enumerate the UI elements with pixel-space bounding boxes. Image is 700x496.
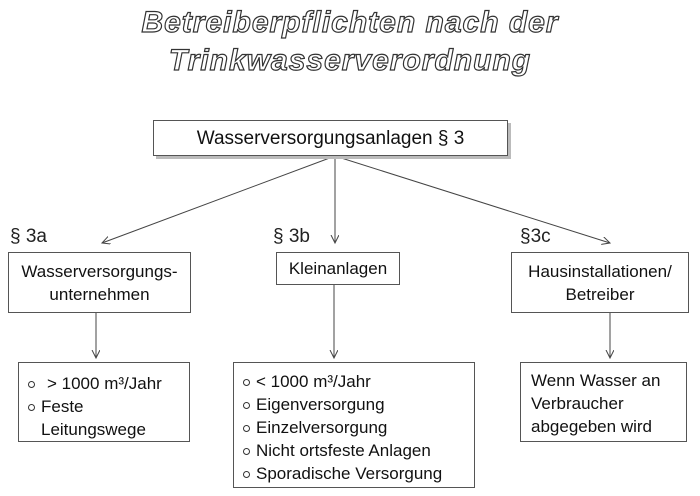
list-item: Feste Leitungswege <box>27 395 161 441</box>
root-label: Wasserversorgungsanlagen § 3 <box>196 127 465 149</box>
list-item: > 1000 m³/Jahr <box>27 372 183 395</box>
arrow-root-to-3c <box>335 156 610 243</box>
list-item: < 1000 m³/Jahr <box>242 370 470 393</box>
section-label-3b: § 3b <box>273 226 310 247</box>
box-3c-line-1: Hausinstallationen/ <box>528 261 672 281</box>
list-item: Einzelversorgung <box>242 416 470 439</box>
list-item: Eigenversorgung <box>242 393 470 416</box>
box-wasserversorgungsunternehmen <box>8 252 191 313</box>
leaf-3c-line-3: abgegeben wird <box>531 417 652 436</box>
leaf-3c-line-1: Wenn Wasser an <box>531 371 661 390</box>
box-3a-line-1: Wasserversorgungs- <box>21 261 178 281</box>
leaf-3c-line-2: Verbraucher <box>531 394 624 413</box>
root-box <box>153 120 508 156</box>
section-label-3c: §3c <box>520 226 551 247</box>
list-box-3a <box>18 362 190 442</box>
box-3c-line-2: Betreiber <box>565 284 635 304</box>
box-kleinanlagen <box>276 252 400 285</box>
leaf-box-3c <box>520 362 687 442</box>
diagram-title-line-1: Betreiberpflichten nach der <box>141 6 559 39</box>
diagram-title-line-2: Trinkwasserverordnung <box>168 44 532 77</box>
list-box-3b <box>233 362 475 488</box>
section-label-3a: § 3a <box>10 226 47 247</box>
box-3b-line-1: Kleinanlagen <box>288 259 388 278</box>
box-3a-line-2: unternehmen <box>49 284 150 304</box>
criteria-list-3a <box>27 372 183 441</box>
list-item: Sporadische Versorgung <box>242 462 470 485</box>
criteria-list-3b <box>242 370 470 485</box>
box-hausinstallationen <box>511 252 689 313</box>
list-item: Nicht ortsfeste Anlagen <box>242 439 470 462</box>
